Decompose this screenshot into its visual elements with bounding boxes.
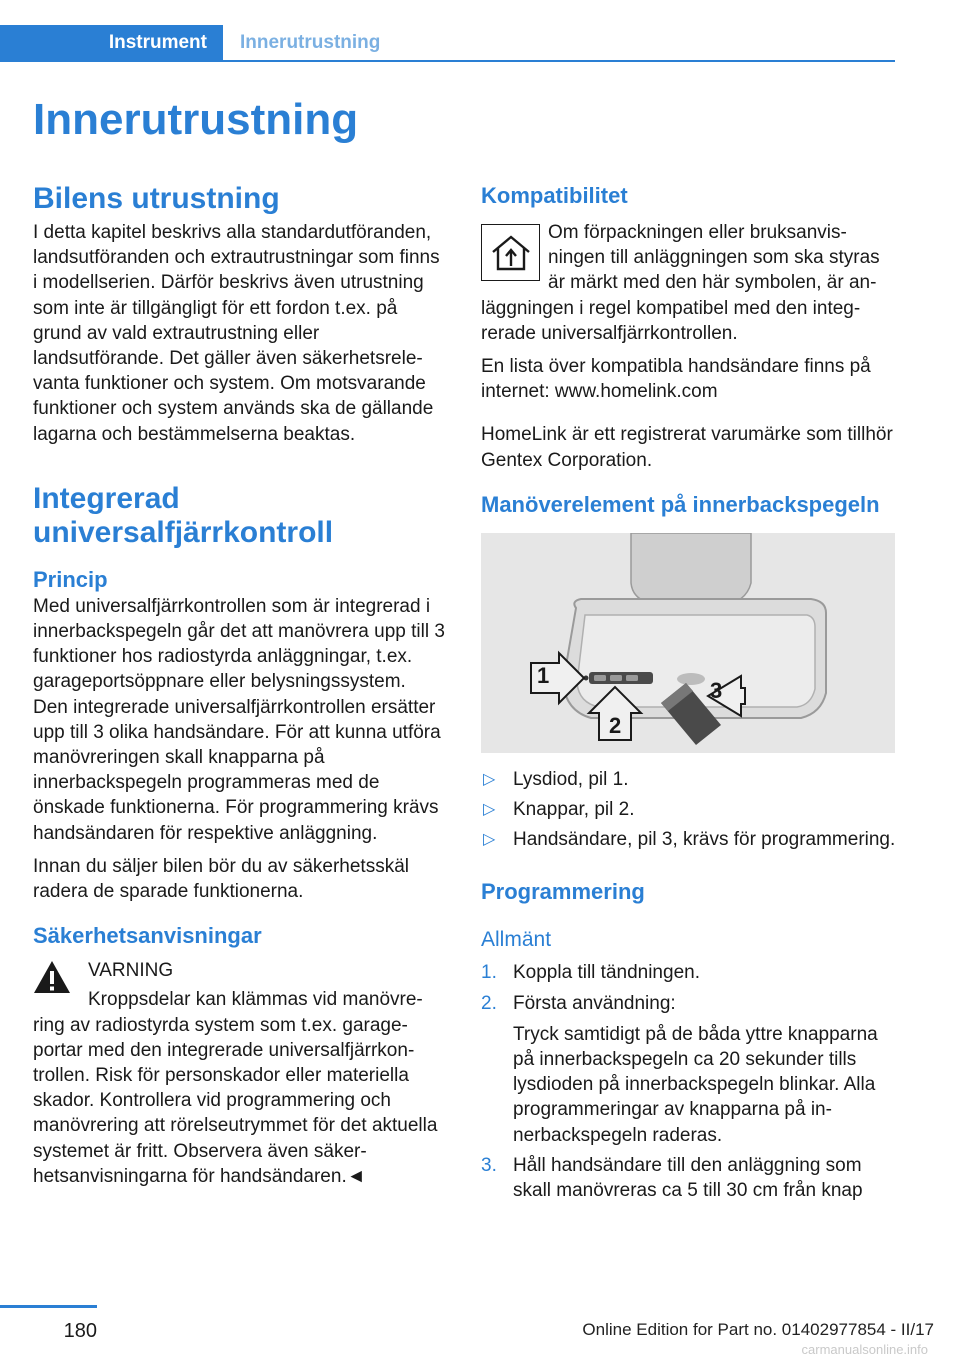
step-text: Håll handsändare till den anläggning som skall manövreras ca 5 till 30 cm från knap xyxy=(513,1154,863,1202)
paragraph-princip: Med universalfjärrkontrollen som är integrerad i innerbackspegeln går det att manövrera upp till 3 funktioner hos radiostyrda anläggningar, t.ex. garageportsöppnare eller belysningssystem. Den integrerade universalfjärrkontrollen ersätter upp till 3 olika handsändare. För att kunna utföra manövreringen skall knapparna på innerbackspegeln programmeras med de önskade funktionerna. För programmering krävs handsändaren för respektive anläggning. xyxy=(33,595,445,844)
compat-block xyxy=(481,220,896,346)
mirror-figure xyxy=(481,533,895,753)
triangle-bullet-icon: ▷ xyxy=(483,770,496,788)
triangle-bullet-icon: ▷ xyxy=(483,831,496,849)
heading-programmering: Programmering xyxy=(481,879,645,905)
step-text: Koppla till tändningen. xyxy=(513,962,700,984)
heading-allmant: Allmänt xyxy=(481,928,552,952)
list-item xyxy=(481,991,896,1148)
list-item xyxy=(481,1153,896,1203)
figure-label-2: 2 xyxy=(609,712,622,738)
paragraph-innan: Innan du säljer bilen bör du av säkerhetsskäl radera de sparade funktionerna. xyxy=(33,855,410,903)
right-column xyxy=(481,182,896,1208)
watermark: carmanualsonline.info xyxy=(801,1342,928,1357)
triangle-bullet-icon: ▷ xyxy=(483,801,496,819)
footer-accent-bar xyxy=(0,1305,97,1308)
paragraph-bilens-utrustning: I detta kapitel beskrivs alla standardutföranden, landsutföranden och extrautrustningar som finns i modellserien. Därför beskrivs även utrustning som inte är tillgängligt för ett fordon t.ex. på grund av vald extrautrustning eller landsutförande. Det gäller även säkerhetsrelevanta funktioner och system. Om motsvarande funktioner och system används ska de gällande lagarna och bestämmelserna beaktas. xyxy=(33,222,440,445)
step-subtext: Tryck samtidigt på de båda yttre knapparna på innerbackspegeln ca 20 sekunder tills lysdioden på innerbackspegeln blinkar. Alla programmeringar av knapparna på innerbackspegeln raderas. xyxy=(513,1023,878,1146)
step-text: Första användning: xyxy=(513,992,676,1014)
heading-bilens-utrustning: Bilens utrustning xyxy=(33,182,280,215)
warning-title: VARNING xyxy=(88,960,174,982)
paragraph-lista: En lista över kompatibla handsändare finns på internet: www.homelink.com xyxy=(481,356,871,403)
heading-manoverelement: Manöverelement på innerbackspegeln xyxy=(481,491,880,517)
edition-text: Online Edition for Part no. 01402977854 - II/17 xyxy=(582,1320,934,1339)
warning-block xyxy=(33,958,445,1189)
steps-list xyxy=(481,960,896,1203)
warning-triangle-icon xyxy=(33,960,71,994)
paragraph-kompatibilitet: Om förpackningen eller bruksanvisningen till anläggningen som ska styras är märkt med den här symbolen, är anläggningen i regel kompatibel med den integrerade universalfjärrkontrollen. xyxy=(481,222,880,344)
heading-princip: Princip xyxy=(33,566,108,592)
warning-text: Kroppsdelar kan klämmas vid manövrering av radiostyrda system som t.ex. garageportar med den integrerade universalfjärrkontrollen. Risk för personskador eller materiella skador. Kontrollera vid programmering och manövrering att rörelseutrymmet för det aktuella systemet är fritt. Observera även säkerhetsanvisningarna för handsändaren.◄ xyxy=(33,989,438,1187)
heading-kompatibilitet: Kompatibilitet xyxy=(481,183,628,208)
heading-sakerhetsanvisningar: Säkerhetsanvisningar xyxy=(33,923,262,949)
figure-label-3: 3 xyxy=(710,677,723,703)
paragraph-homelink: HomeLink är ett registrerat varumärke som tillhör Gentex Corporation. xyxy=(481,424,893,471)
heading-integrerad: Integrerad universalfjärrkontroll xyxy=(33,481,334,549)
list-item: ▷ Knappar, pil 2. xyxy=(481,797,896,822)
page-title: Innerutrustning xyxy=(33,95,359,144)
step-number: 1. xyxy=(481,962,497,984)
house-arrow-icon xyxy=(489,234,533,272)
header-tabbar xyxy=(0,25,895,62)
tab-innerutrustning[interactable]: Innerutrustning xyxy=(240,32,381,53)
tab-instrument[interactable]: Instrument xyxy=(0,25,223,62)
bullet-list xyxy=(481,767,896,853)
list-item: ▷ Lysdiod, pil 1. xyxy=(481,767,896,792)
page-number: 180 xyxy=(63,1320,97,1342)
left-column xyxy=(33,182,445,1189)
figure-label-1: 1 xyxy=(537,662,550,688)
mirror-illustration xyxy=(481,533,895,753)
list-item: ▷ Handsändare, pil 3, krävs för programmering. xyxy=(481,827,896,852)
homelink-house-icon xyxy=(481,224,540,281)
step-number: 3. xyxy=(481,1154,497,1176)
step-number: 2. xyxy=(481,992,497,1014)
list-item xyxy=(481,960,896,985)
